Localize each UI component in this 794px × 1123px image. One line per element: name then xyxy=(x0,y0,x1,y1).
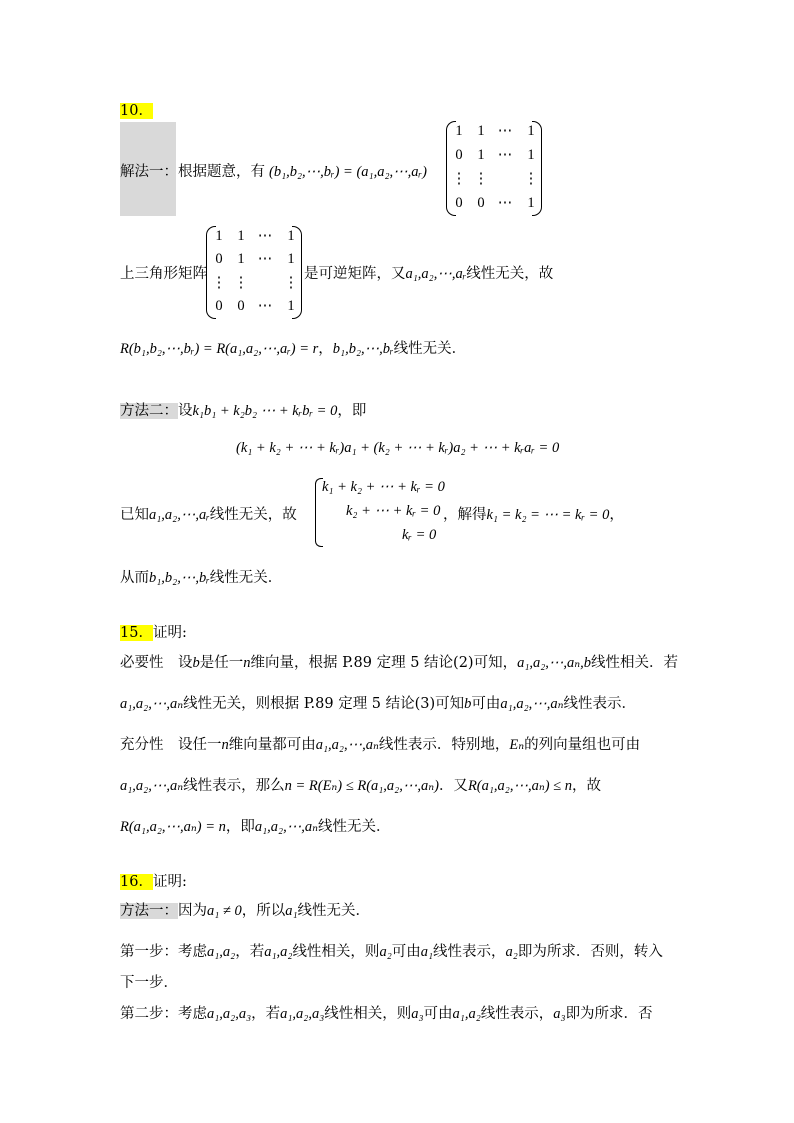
matrix-cell: 1 xyxy=(215,228,223,244)
equation: (b₁,b₂,⋯,bᵣ) = (a₁,a₂,⋯,aᵣ) xyxy=(269,164,427,180)
step-2-line xyxy=(120,1002,653,1023)
text: 线性无关． xyxy=(393,341,467,357)
matrix-cell: 0 xyxy=(455,147,463,164)
matrix-cell: 0 xyxy=(237,298,245,315)
matrix-cell: 1 xyxy=(527,195,535,212)
var: Eₙ xyxy=(509,737,525,753)
vector: a₁,a₂,⋯,aᵣ xyxy=(405,266,467,282)
system-eq-1: k₁ + k₂ + ⋯ + kᵣ = 0 xyxy=(322,479,445,495)
text: 线性相关．若 xyxy=(591,655,679,671)
text: 线性表示，那么 xyxy=(183,778,285,794)
var: n xyxy=(221,737,229,753)
centered-equation: (k₁ + k₂ + ⋯ + kᵣ)a₁ + (k₂ + ⋯ + kᵣ)a₂ + ⋯ + kᵣaᵣ = 0 xyxy=(236,440,560,456)
matrix-cell: ⋮ xyxy=(451,171,467,188)
line-upper-triangular xyxy=(120,262,207,283)
text: ，故 xyxy=(572,778,601,794)
var: a₃ xyxy=(411,1006,424,1022)
text: ，若 xyxy=(251,1006,281,1022)
text: 线性无关，则根据 P.89 定理 5 结论(3)可知 xyxy=(183,696,465,712)
matrix-cell: 1 xyxy=(477,147,485,164)
text: 下一步． xyxy=(120,975,178,991)
var: a₂ xyxy=(379,944,392,960)
matrix-cell: 1 xyxy=(477,123,485,139)
vector: b₁,b₂,⋯,bᵣ xyxy=(332,341,394,357)
matrix-cell: 1 xyxy=(237,228,245,244)
vector: a₁,a₂,⋯,aₙ,b xyxy=(517,655,592,671)
method-label: 解法一： xyxy=(120,164,178,180)
step-1-line xyxy=(120,940,663,961)
equation: R(a₁,a₂,⋯,aₙ) ≤ n xyxy=(467,778,572,794)
text: ，即 xyxy=(337,403,367,419)
text: 维向量都可由 xyxy=(228,737,316,753)
text: ，若 xyxy=(235,944,265,960)
text: 证明: xyxy=(152,625,187,641)
vector: a₁,a₂,⋯,aₙ xyxy=(254,819,318,835)
var: b xyxy=(464,696,472,712)
text: 根据题意，有 xyxy=(178,164,265,180)
line-upper-triangular-rest xyxy=(304,262,553,283)
equation: a₁ ≠ 0 xyxy=(207,903,242,919)
text: 证明: xyxy=(152,874,187,890)
text: 线性相关，则 xyxy=(324,1006,412,1022)
matrix-cell: 1 xyxy=(527,123,535,139)
matrix-cell: ⋮ xyxy=(211,274,227,291)
sufficiency-line-3 xyxy=(120,815,390,836)
vector: a₁,a₂,a₃ xyxy=(207,1006,252,1022)
text: 可由 xyxy=(423,1006,453,1022)
system-eq-2: k₂ + ⋯ + kᵣ = 0 xyxy=(346,503,441,519)
sufficiency-line-1 xyxy=(120,733,640,754)
matrix-cell: 0 xyxy=(215,251,223,268)
matrix-cell: 1 xyxy=(237,251,245,268)
text: 线性无关． xyxy=(317,819,391,835)
matrix-cell: 1 xyxy=(287,251,295,268)
sufficiency-line-2 xyxy=(120,774,601,795)
text: 设 xyxy=(178,403,193,419)
vector: a₁,a₂,⋯,aₙ xyxy=(120,696,184,712)
text: ．又 xyxy=(438,778,468,794)
known-line xyxy=(120,503,297,524)
vector: a₁,a₂ xyxy=(207,944,236,960)
matrix-cell: ⋯ xyxy=(497,123,513,139)
matrix-cell: 1 xyxy=(527,147,535,164)
text: 可由 xyxy=(391,944,421,960)
text: 即为所求．否 xyxy=(565,1006,653,1022)
text: 线性表示， xyxy=(433,944,506,960)
text: 线性表示， xyxy=(480,1006,554,1022)
system-eq-3: kᵣ = 0 xyxy=(402,527,437,543)
text: 因为 xyxy=(178,903,207,919)
equation: k₁b₁ + k₂b₂ ⋯ + kᵣbᵣ = 0 xyxy=(192,403,338,419)
solve-line xyxy=(443,503,624,524)
matrix-cell: 1 xyxy=(455,123,463,139)
matrix-cell: 1 xyxy=(287,228,295,244)
text: 已知 xyxy=(120,507,149,523)
matrix-cell: 0 xyxy=(477,195,485,212)
step-1-line-2 xyxy=(120,971,178,992)
text: 线性无关，故 xyxy=(209,507,297,523)
text: ， xyxy=(318,341,333,357)
text: 是可逆矩阵，又 xyxy=(304,266,406,282)
text: 可由 xyxy=(471,696,501,712)
var: a₂ xyxy=(505,944,518,960)
vector: a₁,a₂ xyxy=(452,1006,481,1022)
upper-triangular-matrix-2 xyxy=(206,226,302,319)
matrix-cell: 1 xyxy=(287,298,295,315)
text: 线性无关，故 xyxy=(466,266,554,282)
text: 线性表示． xyxy=(563,696,637,712)
var: a₃ xyxy=(553,1006,566,1022)
matrix-cell: ⋯ xyxy=(497,195,513,212)
var: n xyxy=(243,655,251,671)
upper-triangular-matrix xyxy=(446,121,542,216)
section-15-heading xyxy=(120,621,187,642)
equation: R(a₁,a₂,⋯,aₙ) = n xyxy=(120,819,226,835)
vector: a₁,a₂,⋯,aᵣ xyxy=(149,507,210,523)
equation: R(b₁,b₂,⋯,bᵣ) = R(a₁,a₂,⋯,aᵣ) = r xyxy=(120,341,319,357)
text: ， xyxy=(609,507,624,523)
section-number: 16． xyxy=(120,874,153,890)
method-1-line xyxy=(120,899,370,920)
text: 是任一 xyxy=(199,655,244,671)
text: 上三角形矩阵 xyxy=(120,266,207,282)
text: ，解得 xyxy=(443,507,487,523)
text: 线性相关，则 xyxy=(292,944,380,960)
text: 线性无关． xyxy=(297,903,371,919)
conclusion-line xyxy=(120,566,282,587)
var: a₁ xyxy=(285,903,298,919)
matrix-cell: ⋮ xyxy=(523,171,539,188)
text: 即为所求．否则，转入 xyxy=(517,944,663,960)
text: 线性无关． xyxy=(209,570,283,586)
vector: a₁,a₂,⋯,aₙ xyxy=(315,737,379,753)
equation: n = R(Eₙ) ≤ R(a₁,a₂,⋯,aₙ) xyxy=(284,778,439,794)
section-number: 15． xyxy=(120,625,153,641)
var: a₁ xyxy=(420,944,434,960)
rank-line xyxy=(120,337,466,358)
matrix-cell: ⋯ xyxy=(257,251,273,268)
text: ，即 xyxy=(225,819,255,835)
method-2-line xyxy=(120,399,366,420)
matrix-cell: ⋯ xyxy=(497,147,513,164)
var: b xyxy=(192,655,200,671)
section-16-heading xyxy=(120,870,187,891)
method-label: 方法二： xyxy=(120,403,178,419)
text: 充分性 设任一 xyxy=(120,737,222,753)
text: 的列向量组也可由 xyxy=(524,737,641,753)
text: 第二步：考虑 xyxy=(120,1006,207,1022)
vector: a₁,a₂ xyxy=(264,944,293,960)
matrix-cell: 0 xyxy=(215,298,223,315)
section-10-heading xyxy=(120,99,153,120)
matrix-cell: ⋮ xyxy=(233,274,249,291)
text: ，所以 xyxy=(241,903,286,919)
matrix-cell: 0 xyxy=(455,195,463,212)
text: 线性表示．特别地， xyxy=(378,737,510,753)
text: 维向量，根据 P.89 定理 5 结论(2)可知， xyxy=(250,655,518,671)
vector: a₁,a₂,⋯,aₙ xyxy=(120,778,184,794)
matrix-cell: ⋯ xyxy=(257,228,273,244)
necessity-line-1 xyxy=(120,651,678,672)
method-label: 方法一： xyxy=(120,903,178,919)
text: 第一步：考虑 xyxy=(120,944,207,960)
matrix-cell: ⋯ xyxy=(257,298,273,315)
vector: b₁,b₂,⋯,bᵣ xyxy=(149,570,210,586)
text: 必要性 设 xyxy=(120,655,193,671)
necessity-line-2 xyxy=(120,692,636,713)
equation: k₁ = k₂ = ⋯ = kᵣ = 0 xyxy=(486,507,610,523)
text: 从而 xyxy=(120,570,149,586)
vector: a₁,a₂,a₃ xyxy=(280,1006,325,1022)
section-number: 10． xyxy=(120,103,153,119)
matrix-cell: ⋮ xyxy=(283,274,299,291)
solution-1-line xyxy=(120,160,427,181)
vector: a₁,a₂,⋯,aₙ xyxy=(500,696,564,712)
matrix-cell: ⋮ xyxy=(473,171,489,188)
